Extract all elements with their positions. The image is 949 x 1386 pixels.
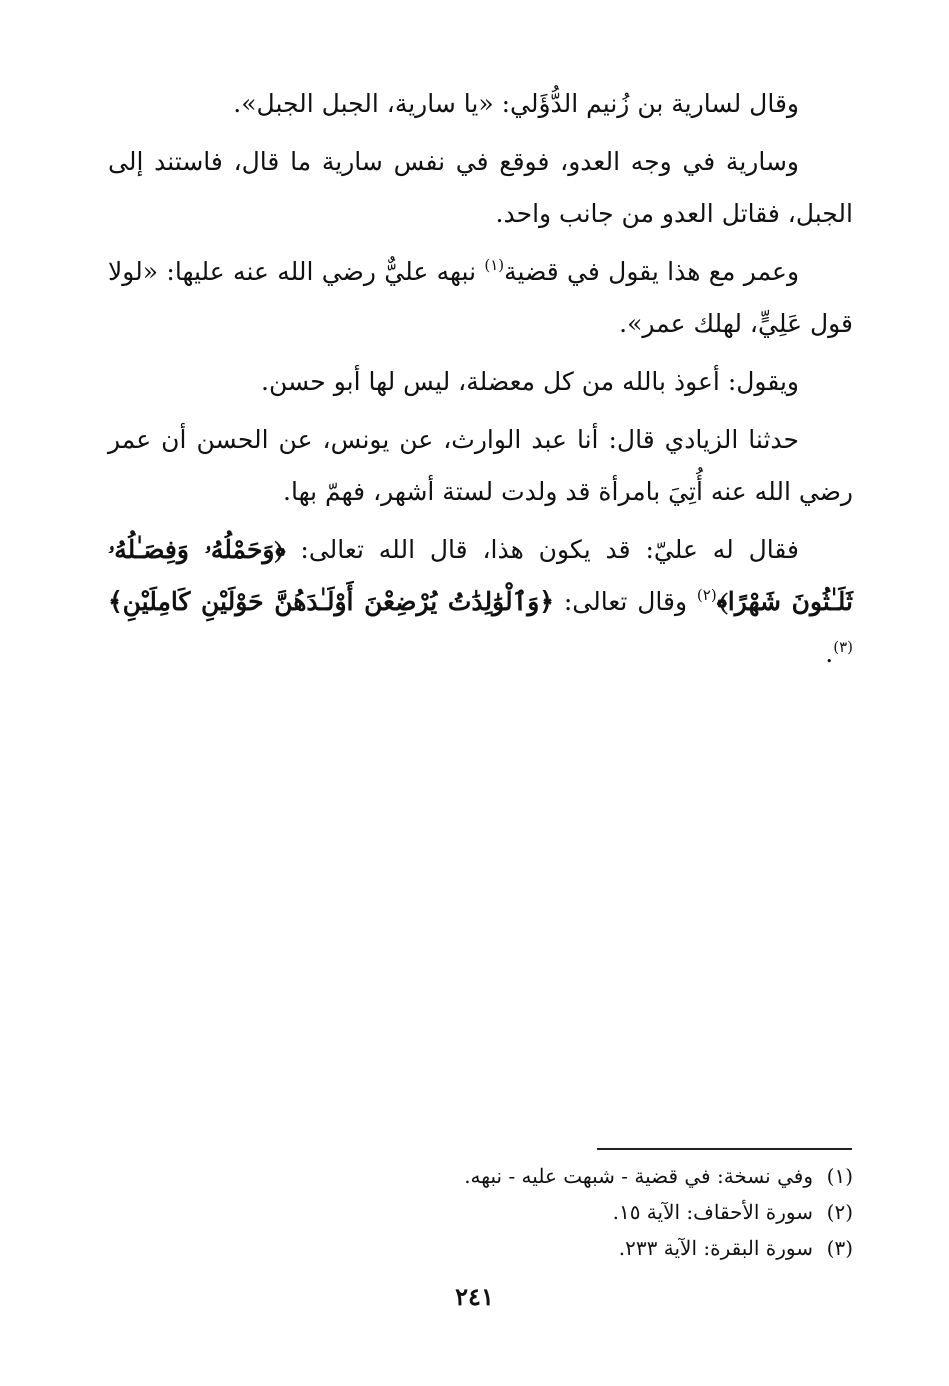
paragraph <box>108 78 853 130</box>
paragraph <box>108 414 853 518</box>
paragraph <box>108 356 853 408</box>
footnote-ref: (٣) <box>833 638 853 656</box>
footnote-ref: (٢) <box>696 586 717 604</box>
paragraph-text: فقال له عليّ: قد يكون هذا، قال الله تعالى: <box>285 535 799 564</box>
paragraph-text: ويقول: أعوذ بالله من كل معضلة، ليس لها أبو حسن. <box>261 367 799 396</box>
footnote-number: (٢) <box>826 1200 853 1224</box>
paragraph <box>108 136 853 240</box>
quran-verse: ﴿وَٱلْوَٰلِدَٰتُ يُرْضِعْنَ أَوْلَـٰدَهُنَّ حَوْلَيْنِ كَامِلَيْنِ﴾ <box>108 587 554 616</box>
paragraph-text: وعمر مع هذا يقول في قضية <box>504 257 800 286</box>
footnotes <box>293 1158 853 1266</box>
footnote-number: (١) <box>826 1164 853 1188</box>
paragraph-text: وقال تعالى: <box>554 587 697 616</box>
paragraph <box>108 524 853 680</box>
paragraph-text: حدثنا الزيادي قال: أنا عبد الوارث، عن يونس، عن الحسن أن عمر رضي الله عنه أُتِيَ بامرأة قد ولدت لستة أشهر، فهمّ بها. <box>108 425 853 506</box>
page-number: ٢٤١ <box>455 1282 494 1311</box>
footnote-text: وفي نسخة: في قضية - شبهت عليه - نبهه. <box>464 1164 813 1188</box>
footnote-ref: (١) <box>484 256 505 274</box>
paragraph-text: . <box>825 639 834 668</box>
footnote <box>293 1194 853 1230</box>
footnote <box>293 1230 853 1266</box>
paragraph-text: وقال لسارية بن زُنيم الدُّؤَلي: «يا سارية، الجبل الجبل». <box>233 89 799 118</box>
footnote-number: (٣) <box>826 1236 853 1260</box>
body-text <box>108 78 853 686</box>
footnote-text: سورة البقرة: الآية ٢٣٣. <box>618 1236 813 1260</box>
footnote-text: سورة الأحقاف: الآية ١٥. <box>612 1200 813 1224</box>
footnote <box>293 1158 853 1194</box>
paragraph-text: نبهه عليٌّ رضي الله عنه عليها: «لولا قول عَلِيٍّ، لهلك عمر». <box>108 257 853 338</box>
quran-verse: ﴿وَحَمْلُهُۥ وَفِصَـٰلُهُۥ ثَلَـٰثُونَ شَهْرًا﴾ <box>108 535 853 616</box>
paragraph-text: وسارية في وجه العدو، فوقع في نفس سارية ما قال، فاستند إلى الجبل، فقاتل العدو من جانب واحد. <box>108 147 853 228</box>
paragraph <box>108 246 853 350</box>
footnote-divider <box>597 1148 852 1150</box>
